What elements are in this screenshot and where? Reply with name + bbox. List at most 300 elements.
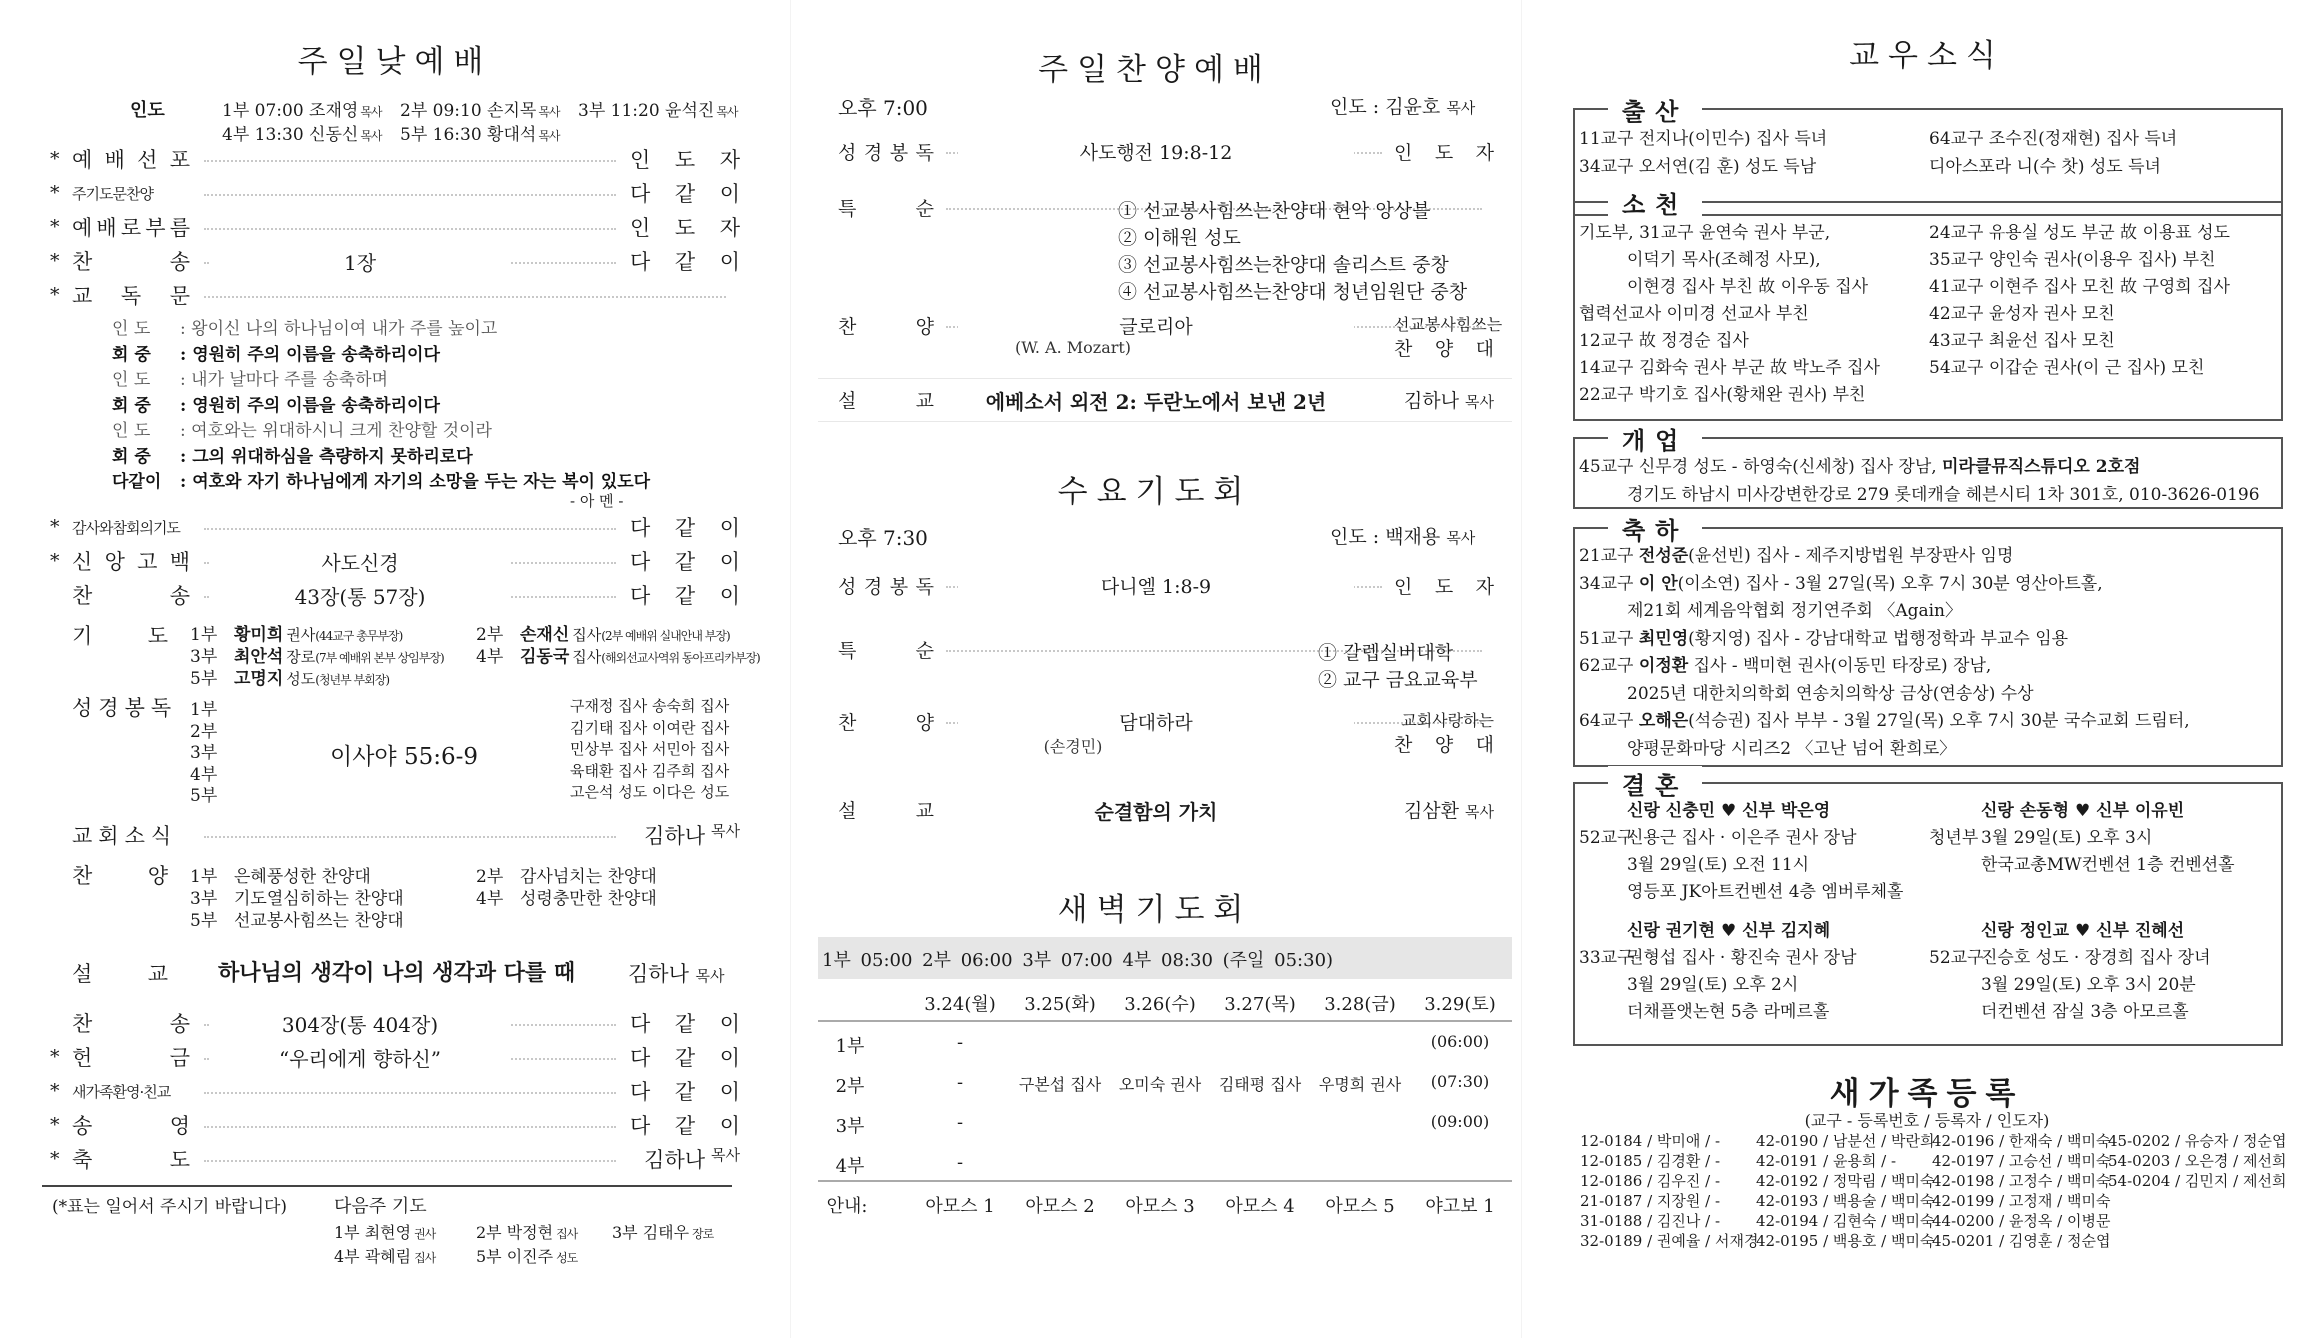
order-row bbox=[50, 142, 740, 176]
guide-cell: 아모스 4 bbox=[1225, 1196, 1295, 1217]
standing-mark: * bbox=[50, 284, 60, 306]
schedule-cell: - bbox=[956, 1032, 964, 1053]
district: 62교구 bbox=[1579, 656, 1639, 676]
reader-pair: 고은석 성도 이다은 성도 bbox=[570, 783, 730, 801]
registration-entry: 42-0199 / 고정재 / 백미숙 bbox=[1932, 1192, 2111, 1210]
char: 특 bbox=[838, 639, 857, 662]
responsive-colon: : bbox=[180, 370, 192, 390]
prayer-role: 장로 bbox=[286, 648, 316, 666]
order-row bbox=[50, 176, 740, 210]
char: 양 bbox=[915, 315, 934, 338]
leader-dots bbox=[204, 296, 726, 298]
char: 영 bbox=[169, 1114, 190, 1138]
row-part: 3부 bbox=[835, 1116, 865, 1137]
leader-dots bbox=[204, 160, 616, 162]
honoree: 전성준 bbox=[1638, 546, 1689, 566]
standing-footnote: (*표는 일어서 주시기 바랍니다) bbox=[52, 1197, 288, 1217]
char: 대 bbox=[1475, 338, 1494, 360]
responsive-text: 영원히 주의 이름을 송축하리이다 bbox=[192, 395, 440, 416]
char: 금 bbox=[169, 1046, 190, 1070]
leader-entry bbox=[400, 96, 560, 121]
leader-role: 목사 bbox=[538, 129, 560, 143]
honoree: 최민영 bbox=[1638, 628, 1689, 649]
prayer-role: 집사 bbox=[572, 648, 602, 666]
responsive-colon: : bbox=[180, 421, 192, 441]
char: 자 bbox=[719, 216, 740, 240]
order-who bbox=[630, 212, 740, 242]
congrats-text: (윤선빈) 집사 - 제주지방법원 부장판사 임명 bbox=[1688, 546, 2014, 566]
death-item: 기도부, 31교구 윤연숙 권사 부군, bbox=[1579, 223, 1831, 243]
order-label: 주기도문찬양 bbox=[72, 184, 153, 203]
char: 다 bbox=[630, 1080, 651, 1104]
registration-entry: 42-0194 / 김현숙 / 백미숙 bbox=[1756, 1212, 1935, 1230]
char: 헌 bbox=[72, 1046, 93, 1070]
leader-part: 2부 09:10 손지목 bbox=[400, 101, 537, 121]
honoree: 오해은 bbox=[1638, 711, 1689, 731]
registration-entry: 12-0186 / 김우진 / - bbox=[1580, 1172, 1721, 1190]
wed-leader: 인도 : 백재용 목사 bbox=[1330, 526, 1476, 548]
prayer-note: (7부 예배위 본부 상임부장) bbox=[315, 651, 444, 665]
responsive-line bbox=[112, 314, 497, 339]
choir-part: 2부 bbox=[476, 867, 504, 887]
next-prayer-role: 성도 bbox=[556, 1251, 578, 1265]
char: 앙 bbox=[104, 550, 125, 574]
service-label bbox=[838, 572, 934, 599]
sermon-label bbox=[838, 796, 934, 823]
congrats-item bbox=[1627, 679, 2034, 704]
choir-part: 1부 bbox=[190, 867, 218, 887]
char: 같 bbox=[674, 550, 696, 574]
char: 신 bbox=[72, 550, 93, 574]
reading-part: 1부 bbox=[190, 700, 218, 720]
section-title: 출산 bbox=[1608, 92, 1702, 127]
choir-part: 3부 bbox=[190, 889, 218, 909]
schedule-cell: - bbox=[956, 1072, 964, 1093]
service-who bbox=[1394, 572, 1494, 599]
registration-entry: 54-0203 / 오은경 / 제선희 bbox=[2108, 1152, 2287, 1170]
service-label bbox=[838, 138, 934, 165]
reader-pair: 김기태 집사 이여란 집사 bbox=[570, 718, 730, 737]
service-value: 다니엘 1:8-9 bbox=[958, 572, 1354, 599]
char: 이 bbox=[719, 1046, 740, 1070]
day-header: 3.29(토) bbox=[1424, 994, 1496, 1015]
congrats-text: 양평문화마당 시리즈2 〈고난 넘어 환희로〉 bbox=[1627, 738, 1957, 759]
order-row bbox=[50, 1040, 740, 1074]
char: 같 bbox=[674, 516, 696, 540]
char: 백 bbox=[169, 550, 190, 574]
char: 자 bbox=[1475, 575, 1494, 598]
row-part: 2부 bbox=[835, 1076, 865, 1097]
next-prayer-name: 5부 이진주 bbox=[476, 1247, 554, 1266]
wedding-time: 3월 29일(토) 오전 11시 bbox=[1627, 855, 1810, 875]
death-item: 42교구 윤성자 권사 모친 bbox=[1929, 304, 2115, 324]
order-label bbox=[72, 1110, 190, 1140]
prayer-name: 손재신 bbox=[520, 625, 570, 645]
standing-mark: * bbox=[50, 182, 60, 204]
death-item: 12교구 故 정경순 집사 bbox=[1579, 331, 1749, 351]
choir-who-line1: 선교봉사힘쓰는 bbox=[1394, 315, 1503, 334]
district: 21교구 bbox=[1579, 546, 1639, 566]
responsive-speaker: 회 중 bbox=[112, 446, 151, 467]
day-header: 3.28(금) bbox=[1324, 994, 1396, 1015]
standing-mark: * bbox=[50, 1114, 60, 1136]
next-prayer-name: 3부 김태우 bbox=[612, 1223, 690, 1242]
responsive-line bbox=[112, 340, 440, 365]
special-item: ① 갈렙실버대학 bbox=[1318, 642, 1454, 664]
char: 예 bbox=[72, 148, 93, 172]
schedule-cell: (09:00) bbox=[1430, 1112, 1490, 1131]
prayer-role: 권사 bbox=[286, 626, 316, 644]
standing-mark: * bbox=[50, 516, 60, 538]
prayer-note: (44교구 총무부장) bbox=[315, 629, 403, 643]
service-label bbox=[838, 312, 934, 339]
char: 성 bbox=[838, 141, 857, 164]
char: 찬 bbox=[838, 711, 857, 734]
district: 64교구 bbox=[1579, 711, 1639, 731]
prayer-part: 4부 bbox=[476, 647, 504, 667]
responsive-text: 여호와 자기 하나님에게 자기의 소망을 두는 자는 복이 있도다 bbox=[192, 472, 651, 492]
prayer-role: 집사 bbox=[572, 626, 602, 644]
congrats-item bbox=[1627, 734, 1956, 759]
leader-part: 3부 11:20 윤석진 bbox=[578, 101, 715, 121]
congrats-item bbox=[1627, 596, 1962, 621]
day-header: 3.24(월) bbox=[924, 994, 996, 1015]
responsive-text: 영원히 주의 이름을 송축하리이다 bbox=[192, 344, 440, 365]
schedule-cell: 오미숙 권사 bbox=[1118, 1075, 1202, 1094]
service-label bbox=[838, 636, 934, 663]
char: 이 bbox=[719, 550, 740, 574]
death-item: 24교구 유용실 성도 부군 故 이용표 성도 bbox=[1929, 223, 2230, 243]
char: 선 bbox=[137, 148, 158, 172]
char: 고 bbox=[137, 550, 158, 574]
wedding-couple: 신랑 신충민 ♥ 신부 박은영 bbox=[1627, 801, 1831, 821]
char: 다 bbox=[630, 1114, 651, 1138]
choir-composer: (손경민) bbox=[1043, 737, 1103, 756]
order-who bbox=[630, 512, 740, 542]
responsive-line bbox=[112, 391, 440, 416]
order-label bbox=[72, 144, 190, 174]
opening-address: 경기도 하남시 미사강변한강로 279 롯데캐슬 헤븐시티 1차 301호, 010-3626-0196 bbox=[1627, 485, 2260, 505]
praise-time: 오후 7:00 bbox=[838, 96, 928, 120]
special-item: ③ 선교봉사힘쓰는찬양대 솔리스트 중창 bbox=[1118, 254, 1449, 276]
prayer-role: 성도 bbox=[286, 670, 316, 688]
sermon-preacher: 김하나 목사 bbox=[628, 962, 725, 986]
responsive-text: 그의 위대하심을 측량하지 못하리로다 bbox=[192, 446, 473, 467]
table-rule bbox=[818, 1180, 1512, 1182]
choir-label: 찬 양 bbox=[72, 864, 168, 888]
char: 독 bbox=[915, 141, 934, 164]
church-news-row bbox=[50, 818, 740, 852]
char: 송 bbox=[72, 1114, 93, 1138]
registration-entry: 42-0193 / 백용술 / 백미숙 bbox=[1756, 1192, 1935, 1210]
char: 독 bbox=[120, 284, 142, 308]
responsive-line bbox=[112, 416, 492, 441]
guide-cell: 아모스 2 bbox=[1025, 1196, 1095, 1217]
registration-entry: 31-0188 / 김진나 / - bbox=[1580, 1212, 1721, 1230]
char: 포 bbox=[169, 148, 190, 172]
section-title: 축하 bbox=[1608, 511, 1702, 546]
order-row bbox=[50, 544, 740, 578]
dawn-times-bar bbox=[818, 937, 1512, 979]
standing-mark: * bbox=[50, 550, 60, 572]
standing-mark: * bbox=[50, 1046, 60, 1068]
schedule-cell: 구본섭 집사 bbox=[1018, 1075, 1102, 1094]
char: 도 bbox=[674, 148, 696, 172]
leader-role: 목사 bbox=[538, 105, 560, 119]
wedding-parents: 신용근 집사 · 이은주 권사 장남 bbox=[1627, 828, 1857, 848]
prayer-note: (해외선교사역위 동아프리카부장) bbox=[601, 651, 760, 665]
char: 축 bbox=[72, 1148, 93, 1172]
order-who bbox=[630, 546, 740, 576]
sermon-row bbox=[838, 796, 1494, 826]
char: 경 bbox=[863, 575, 883, 598]
order-label bbox=[72, 546, 190, 576]
char: 예 bbox=[72, 216, 93, 240]
footer-divider bbox=[42, 1185, 732, 1187]
prayer-name: 황미희 bbox=[234, 625, 284, 645]
order-row bbox=[50, 244, 740, 278]
table-rule bbox=[818, 1020, 1512, 1022]
wedding-district: 52교구 bbox=[1929, 948, 1984, 968]
order-label bbox=[72, 212, 190, 242]
order-label bbox=[72, 1008, 190, 1038]
char: 인 bbox=[630, 216, 651, 240]
prayer-name: 김동국 bbox=[520, 647, 570, 667]
leader-dots bbox=[204, 1126, 616, 1128]
order-label: 감사와참회의기도 bbox=[72, 518, 180, 537]
next-prayer-entry bbox=[612, 1220, 713, 1243]
char: 봉 bbox=[889, 141, 909, 164]
order-who bbox=[630, 1144, 740, 1174]
char: 이 bbox=[719, 250, 740, 274]
wedding-district: 33교구 bbox=[1579, 948, 1634, 968]
char: 설 bbox=[838, 800, 857, 822]
opening-line bbox=[1579, 452, 2140, 477]
char: 다 bbox=[630, 182, 651, 206]
order-who bbox=[630, 246, 740, 276]
next-prayer-entry bbox=[334, 1220, 435, 1243]
char: 송 bbox=[169, 584, 190, 608]
responsive-speaker: 회 중 bbox=[112, 395, 151, 416]
char: 찬 bbox=[72, 250, 93, 274]
char: 교 bbox=[915, 390, 934, 412]
order-value: 304장(통 404장) bbox=[210, 1009, 510, 1038]
registration-entry: 32-0189 / 권예율 / 서재경 bbox=[1580, 1232, 1759, 1250]
char: 인 bbox=[1394, 575, 1413, 598]
choir-name: 감사넘치는 찬양대 bbox=[520, 867, 657, 887]
char: 인 bbox=[1394, 141, 1413, 164]
reading-part: 4부 bbox=[190, 764, 218, 785]
registration-entry: 42-0197 / 고승선 / 백미숙 bbox=[1932, 1152, 2111, 1170]
prayer-label: 기 도 bbox=[72, 624, 168, 648]
dawn-times: 1부 05:00 2부 06:00 3부 07:00 4부 08:30 (주일 05:30) bbox=[822, 950, 1334, 971]
who-role: 목사 bbox=[711, 1146, 740, 1164]
char: 로 bbox=[120, 216, 142, 240]
order-label bbox=[72, 246, 190, 276]
choir-name: 기도열심히하는 찬양대 bbox=[234, 889, 404, 909]
dawn-prayer-title: 새벽기도회 bbox=[1057, 892, 1253, 928]
registration-entry: 12-0184 / 박미애 / - bbox=[1580, 1132, 1721, 1150]
char: 양 bbox=[1434, 734, 1454, 756]
choir-part: 4부 bbox=[476, 889, 504, 909]
char: 다 bbox=[630, 584, 651, 608]
char: 순 bbox=[915, 197, 934, 220]
char: 다 bbox=[630, 1046, 651, 1070]
responsive-line bbox=[112, 467, 650, 492]
congrats-item bbox=[1579, 651, 1991, 676]
char: 경 bbox=[863, 141, 883, 164]
sermon-label: 설 교 bbox=[72, 962, 168, 986]
death-item: 22교구 박기호 집사(황채완 권사) 부친 bbox=[1579, 385, 1866, 405]
congrats-text: 제21회 세계음악협회 정기연주회 〈Again〉 bbox=[1627, 601, 1963, 621]
wednesday-prayer-title: 수요기도회 bbox=[1057, 474, 1253, 510]
char: 도 bbox=[1434, 141, 1454, 164]
prayer-part: 1부 bbox=[190, 625, 218, 645]
char: 부 bbox=[145, 216, 166, 240]
guide-cell: 아모스 3 bbox=[1125, 1196, 1195, 1217]
leader-role: 목사 bbox=[716, 105, 738, 119]
leader-entry bbox=[222, 96, 382, 121]
special-item: ② 교구 금요교육부 bbox=[1318, 669, 1478, 691]
char: 같 bbox=[674, 584, 696, 608]
char: 같 bbox=[674, 1012, 696, 1036]
char: 배 bbox=[96, 216, 117, 240]
praise-leader: 인도 : 김윤호 목사 bbox=[1330, 96, 1476, 118]
news-role: 목사 bbox=[711, 822, 740, 840]
standing-mark: * bbox=[50, 148, 60, 170]
char: 찬 bbox=[72, 1012, 93, 1036]
prayer-entry bbox=[476, 642, 760, 667]
order-who bbox=[630, 1110, 740, 1140]
congrats-text: (황지영) 집사 - 강남대학교 법행정학과 부교수 임용 bbox=[1688, 628, 2069, 649]
death-item: 41교구 이현주 집사 모친 故 구영희 집사 bbox=[1929, 277, 2230, 297]
death-item: 35교구 양인숙 권사(이용우 집사) 부친 bbox=[1929, 250, 2216, 270]
next-prayer-entry bbox=[334, 1244, 435, 1267]
reader-pair: 구재정 집사 송숙희 집사 bbox=[570, 697, 730, 715]
congrats-text: (석승권) 집사 부부 - 3월 27일(목) 오후 7시 30분 국수교회 드림터, bbox=[1688, 711, 2190, 731]
service-row bbox=[838, 136, 1494, 166]
wedding-venue: 영등포 JK아트컨벤션 4층 엠버루체홀 bbox=[1627, 882, 1904, 902]
choir-entry bbox=[190, 906, 404, 931]
who-name: 김삼환 bbox=[1403, 800, 1460, 822]
char: 이 bbox=[719, 1012, 740, 1036]
section-title: 소천 bbox=[1608, 185, 1702, 220]
schedule-cell: 김태평 집사 bbox=[1218, 1075, 1302, 1094]
row-part: 1부 bbox=[835, 1036, 865, 1057]
next-prayer-role: 권사 bbox=[414, 1227, 436, 1241]
registration-entry: 54-0204 / 김민지 / 제선희 bbox=[2108, 1172, 2287, 1190]
registration-entry: 45-0202 / 유승자 / 정순엽 bbox=[2108, 1132, 2287, 1150]
birth-item: 디아스포라 니(수 찻) 성도 득녀 bbox=[1929, 157, 2161, 177]
schedule-cell: (06:00) bbox=[1430, 1032, 1490, 1051]
schedule-cell: - bbox=[956, 1112, 964, 1133]
order-row bbox=[50, 1074, 740, 1108]
service-label bbox=[838, 708, 934, 735]
char: 양 bbox=[1434, 338, 1454, 360]
wedding-parents: 3월 29일(토) 오후 3시 bbox=[1981, 828, 2153, 848]
service-value: 사도행전 19:8-12 bbox=[958, 138, 1354, 165]
char: 독 bbox=[915, 575, 934, 598]
wedding-venue: 더채플앳논현 5층 라메르홀 bbox=[1627, 1002, 1830, 1022]
order-who bbox=[630, 144, 740, 174]
congrats-item bbox=[1579, 624, 2068, 649]
registration-entry: 42-0196 / 한재숙 / 백미숙 bbox=[1932, 1132, 2111, 1150]
char: 찬 bbox=[1394, 338, 1413, 360]
registration-entry: 45-0201 / 김영훈 / 정순엽 bbox=[1932, 1232, 2111, 1250]
new-family-subtitle: (교구 - 등록번호 / 등록자 / 인도자) bbox=[1804, 1111, 2050, 1130]
char: 봉 bbox=[889, 575, 909, 598]
reading-part: 5부 bbox=[190, 786, 218, 806]
news-label: 교회소식 bbox=[72, 824, 178, 848]
responsive-speaker: 다같이 bbox=[112, 472, 162, 492]
day-header: 3.26(수) bbox=[1124, 994, 1196, 1015]
reading-part: 3부 bbox=[190, 743, 218, 763]
responsive-line bbox=[112, 442, 473, 467]
char: 다 bbox=[630, 250, 651, 274]
next-prayer-name: 2부 박정현 bbox=[476, 1223, 554, 1242]
order-row bbox=[50, 1006, 740, 1040]
order-value: “우리에게 향하신” bbox=[210, 1043, 510, 1072]
leader-dots bbox=[204, 228, 616, 230]
reading-label: 성경봉독 bbox=[72, 696, 178, 720]
service-value: 글로리아 bbox=[958, 312, 1354, 339]
sermon-preacher bbox=[1384, 796, 1494, 823]
sermon-row bbox=[838, 386, 1494, 416]
char: 같 bbox=[674, 182, 696, 206]
registration-entry: 21-0187 / 지장원 / - bbox=[1580, 1192, 1721, 1210]
order-who bbox=[630, 580, 740, 610]
registration-entry: 42-0192 / 정막림 / 백미숙 bbox=[1756, 1172, 1935, 1190]
day-header: 3.27(목) bbox=[1224, 994, 1296, 1015]
char: 이 bbox=[719, 516, 740, 540]
order-row bbox=[50, 510, 740, 544]
choir-who-line1: 교회사랑하는 bbox=[1401, 711, 1494, 730]
choir-composer: (W. A. Mozart) bbox=[1014, 338, 1132, 357]
order-label bbox=[72, 1042, 190, 1072]
guide-cell: 야고보 1 bbox=[1425, 1196, 1495, 1217]
responsive-colon: : bbox=[180, 472, 193, 492]
death-item: 이현경 집사 부친 故 이우동 집사 bbox=[1627, 277, 1869, 297]
wedding-venue: 더컨벤션 잠실 3층 아모르홀 bbox=[1981, 1002, 2189, 1022]
choir-entry bbox=[476, 884, 657, 909]
guide-cell: 아모스 1 bbox=[925, 1196, 995, 1217]
char: 대 bbox=[1475, 734, 1494, 756]
standing-mark: * bbox=[50, 1080, 60, 1102]
prayer-part: 2부 bbox=[476, 625, 504, 645]
death-item: 54교구 이갑순 권사(이 근 집사) 모친 bbox=[1929, 358, 2205, 378]
responsive-text: 내가 날마다 주를 송축하며 bbox=[191, 370, 388, 390]
leaders-label: 인도 bbox=[130, 100, 165, 121]
prayer-note: (청년부 부회장) bbox=[315, 673, 389, 687]
order-who bbox=[630, 178, 740, 208]
order-value: 사도신경 bbox=[210, 547, 510, 576]
order-who bbox=[630, 1042, 740, 1072]
char: 성 bbox=[838, 575, 857, 598]
sermon-title: 순결함의 가치 bbox=[1094, 800, 1218, 824]
order-label: 새가족환영·친교 bbox=[72, 1082, 171, 1101]
special-item: ② 이해원 성도 bbox=[1118, 227, 1241, 249]
char: 설 bbox=[838, 390, 857, 412]
char: 다 bbox=[630, 516, 651, 540]
char: 교 bbox=[915, 800, 934, 822]
opening-text: 45교구 신무경 성도 - 하영숙(신세창) 집사 장남, bbox=[1579, 457, 1943, 477]
registration-entry: 42-0195 / 백용호 / 백미숙 bbox=[1756, 1232, 1935, 1250]
birth-item: 11교구 전지나(이민수) 집사 득녀 bbox=[1579, 129, 1828, 149]
news-who: 김하나 bbox=[644, 824, 706, 848]
leader-dots bbox=[204, 836, 616, 838]
wedding-time: 한국교총MW컨벤션 1층 컨벤션홀 bbox=[1981, 855, 2235, 875]
congrats-item bbox=[1579, 706, 2190, 731]
